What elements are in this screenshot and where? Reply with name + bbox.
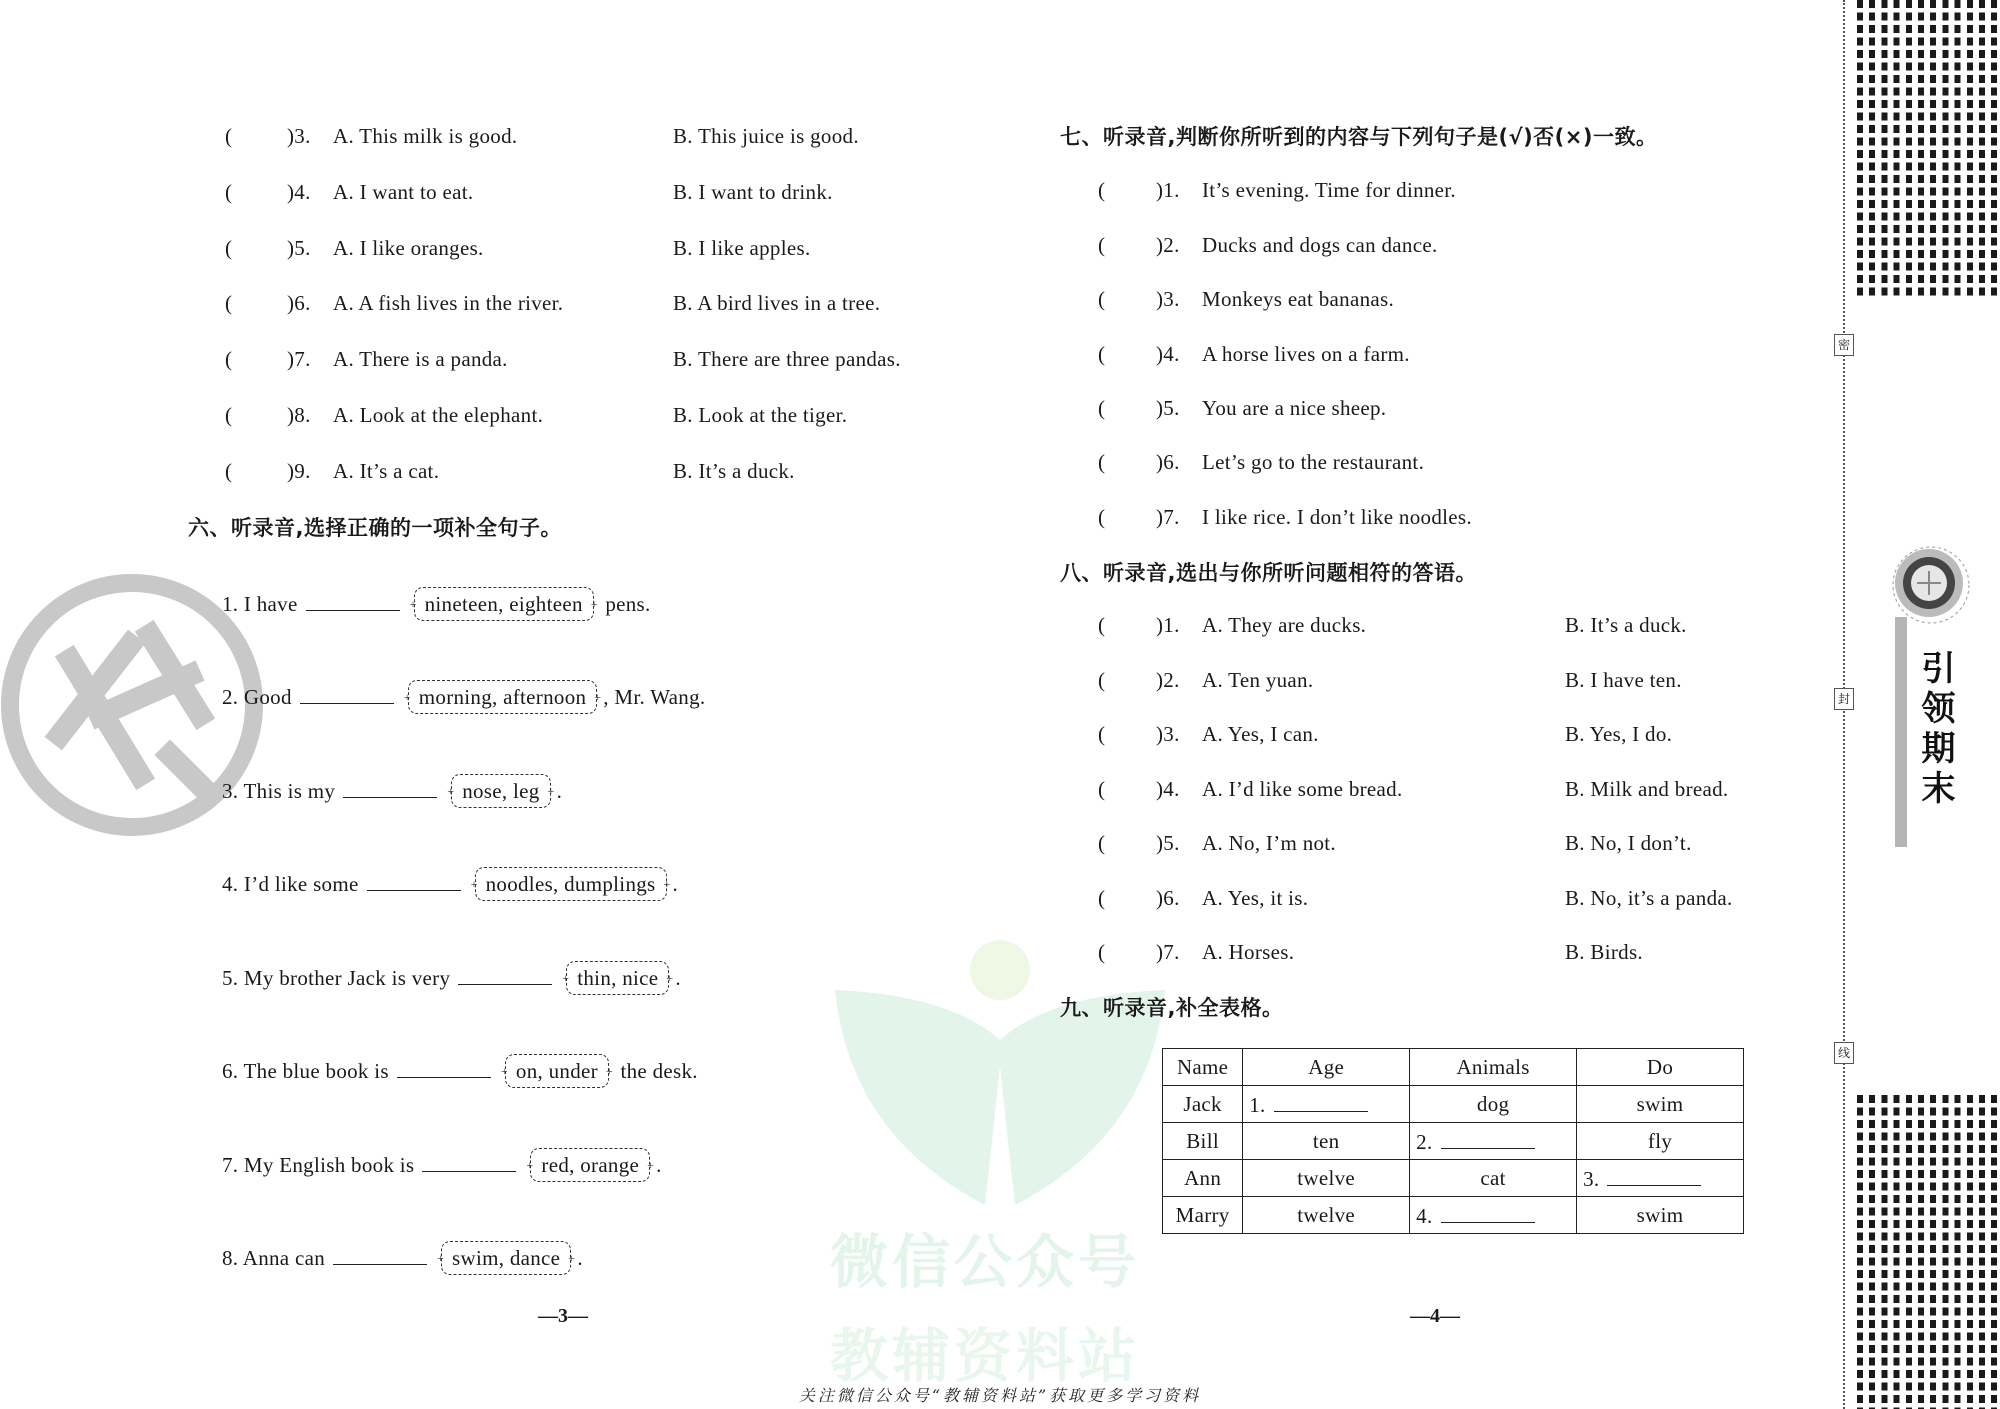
- page-number-4: —4—: [1410, 1305, 1460, 1327]
- badge-title: 引领期末: [1915, 650, 1955, 810]
- answer-paren[interactable]: (: [1098, 178, 1106, 202]
- fill-item: 8. Anna can + swim, dance + .: [222, 1241, 583, 1271]
- options-box: + nineteen, eighteen +: [414, 587, 594, 621]
- choice-row: ( )9. A. It’s a cat. B. It’s a duck.: [225, 456, 985, 486]
- fill-item: 2. Good + morning, afternoon + , Mr. Wang.: [222, 680, 705, 710]
- answer-paren[interactable]: (: [225, 180, 233, 204]
- options-box: + red, orange +: [530, 1148, 650, 1182]
- logo-watermark: [830, 915, 1170, 1390]
- table-header: Animals: [1410, 1049, 1577, 1086]
- answer-paren[interactable]: (: [225, 347, 233, 371]
- table-row: Marry twelve 4. swim: [1163, 1197, 1744, 1234]
- answer-paren[interactable]: (: [1098, 233, 1106, 257]
- answer-paren[interactable]: (: [225, 403, 233, 427]
- answer-row: ( )2. A. Ten yuan. B. I have ten.: [1098, 665, 1798, 695]
- answer-row: ( )5. A. No, I’m not. B. No, I don’t.: [1098, 828, 1798, 858]
- answer-paren[interactable]: (: [1098, 668, 1106, 692]
- answer-row: ( )6. A. Yes, it is. B. No, it’s a panda.: [1098, 883, 1798, 913]
- choice-row: ( )3. A. This milk is good. B. This juice is good.: [225, 121, 985, 151]
- answer-blank[interactable]: [1607, 1165, 1701, 1186]
- choice-row: ( )5. A. I like oranges. B. I like apples.: [225, 233, 985, 263]
- table-header: Name: [1163, 1049, 1243, 1086]
- answer-paren[interactable]: (: [1098, 831, 1106, 855]
- answer-row: ( )4. A. I’d like some bread. B. Milk and bread.: [1098, 774, 1798, 804]
- answer-blank[interactable]: [1274, 1091, 1368, 1112]
- fill-item: 5. My brother Jack is very + thin, nice + .: [222, 961, 681, 991]
- options-box: + on, under +: [505, 1054, 609, 1088]
- options-box: + thin, nice +: [566, 961, 669, 995]
- answer-blank[interactable]: [300, 683, 394, 704]
- answer-blank[interactable]: [306, 590, 400, 611]
- answer-blank[interactable]: [333, 1244, 427, 1265]
- choice-row: ( )7. A. There is a panda. B. There are three pandas.: [225, 344, 985, 374]
- table-header: Do: [1577, 1049, 1744, 1086]
- answer-paren[interactable]: (: [1098, 722, 1106, 746]
- options-box: + morning, afternoon +: [408, 680, 598, 714]
- dot-pattern-top: [1857, 0, 2000, 300]
- logo-text-site: 教辅资料站: [830, 1322, 1141, 1390]
- answer-paren[interactable]: (: [225, 236, 233, 260]
- table-blank-cell[interactable]: 2.: [1410, 1123, 1577, 1160]
- answer-blank[interactable]: [1441, 1202, 1535, 1223]
- answer-row: ( )3. A. Yes, I can. B. Yes, I do.: [1098, 719, 1798, 749]
- section-6-title: 六、听录音,选择正确的一项补全句子。: [188, 516, 562, 540]
- options-box: + noodles, dumplings +: [475, 867, 667, 901]
- fill-item: 3. This is my + nose, leg + .: [222, 774, 562, 804]
- answer-paren[interactable]: (: [1098, 777, 1106, 801]
- answer-paren[interactable]: (: [1098, 342, 1106, 366]
- seal-label-xian: 线: [1834, 1042, 1854, 1064]
- section-7-title: 七、听录音,判断你所听到的内容与下列句子是(√)否(×)一致。: [1060, 125, 1658, 149]
- fill-item: 7. My English book is + red, orange + .: [222, 1148, 662, 1178]
- table-blank-cell[interactable]: 4.: [1410, 1197, 1577, 1234]
- table-row: Bill ten 2. fly: [1163, 1123, 1744, 1160]
- seal-label-mi: 密: [1834, 334, 1854, 356]
- fill-item: 6. The blue book is + on, under + the desk.: [222, 1054, 698, 1084]
- answer-paren[interactable]: (: [1098, 940, 1106, 964]
- table-row: Ann twelve cat 3.: [1163, 1160, 1744, 1197]
- fill-item: 1. I have + nineteen, eighteen + pens.: [222, 587, 651, 617]
- options-box: + swim, dance +: [441, 1241, 571, 1275]
- seal-label-feng: 封: [1834, 688, 1854, 710]
- table-blank-cell[interactable]: 1.: [1243, 1086, 1410, 1123]
- choice-row: ( )6. A. A fish lives in the river. B. A bird lives in a tree.: [225, 288, 985, 318]
- choice-row: ( )4. A. I want to eat. B. I want to drink.: [225, 177, 985, 207]
- answer-blank[interactable]: [1441, 1128, 1535, 1149]
- choice-row: ( )8. A. Look at the elephant. B. Look at the tiger.: [225, 400, 985, 430]
- table-row: Jack 1. dog swim: [1163, 1086, 1744, 1123]
- section-8-title: 八、听录音,选出与你所听问题相符的答语。: [1060, 561, 1477, 585]
- answer-blank[interactable]: [367, 870, 461, 891]
- dot-pattern-bottom: [1857, 1095, 2000, 1409]
- table-header: Age: [1243, 1049, 1410, 1086]
- answer-paren[interactable]: (: [1098, 886, 1106, 910]
- answer-paren[interactable]: (: [1098, 396, 1106, 420]
- info-table: [1162, 1048, 1744, 1234]
- logo-text-wechat: 微信公众号: [830, 1228, 1141, 1296]
- options-box: + nose, leg +: [451, 774, 550, 808]
- answer-paren[interactable]: (: [1098, 450, 1106, 474]
- answer-paren[interactable]: (: [225, 291, 233, 315]
- footer-note: 关注微信公众号“教辅资料站”获取更多学习资料: [798, 1386, 1202, 1405]
- answer-blank[interactable]: [458, 964, 552, 985]
- badge: [1887, 545, 1977, 865]
- answer-paren[interactable]: (: [225, 124, 233, 148]
- answer-row: ( )7. A. Horses. B. Birds.: [1098, 937, 1798, 967]
- table-header-row: [1163, 1049, 1744, 1086]
- answer-row: ( )1. A. They are ducks. B. It’s a duck.: [1098, 610, 1798, 640]
- answer-paren[interactable]: (: [225, 459, 233, 483]
- badge-ribbon: [1895, 617, 1907, 847]
- answer-blank[interactable]: [397, 1057, 491, 1078]
- section-9-title: 九、听录音,补全表格。: [1060, 996, 1284, 1020]
- answer-paren[interactable]: (: [1098, 505, 1106, 529]
- page-number-3: —3—: [538, 1305, 588, 1327]
- answer-paren[interactable]: (: [1098, 287, 1106, 311]
- fill-item: 4. I’d like some + noodles, dumplings + .: [222, 867, 678, 897]
- answer-paren[interactable]: (: [1098, 613, 1106, 637]
- answer-blank[interactable]: [343, 777, 437, 798]
- answer-blank[interactable]: [422, 1151, 516, 1172]
- table-blank-cell[interactable]: 3.: [1577, 1160, 1744, 1197]
